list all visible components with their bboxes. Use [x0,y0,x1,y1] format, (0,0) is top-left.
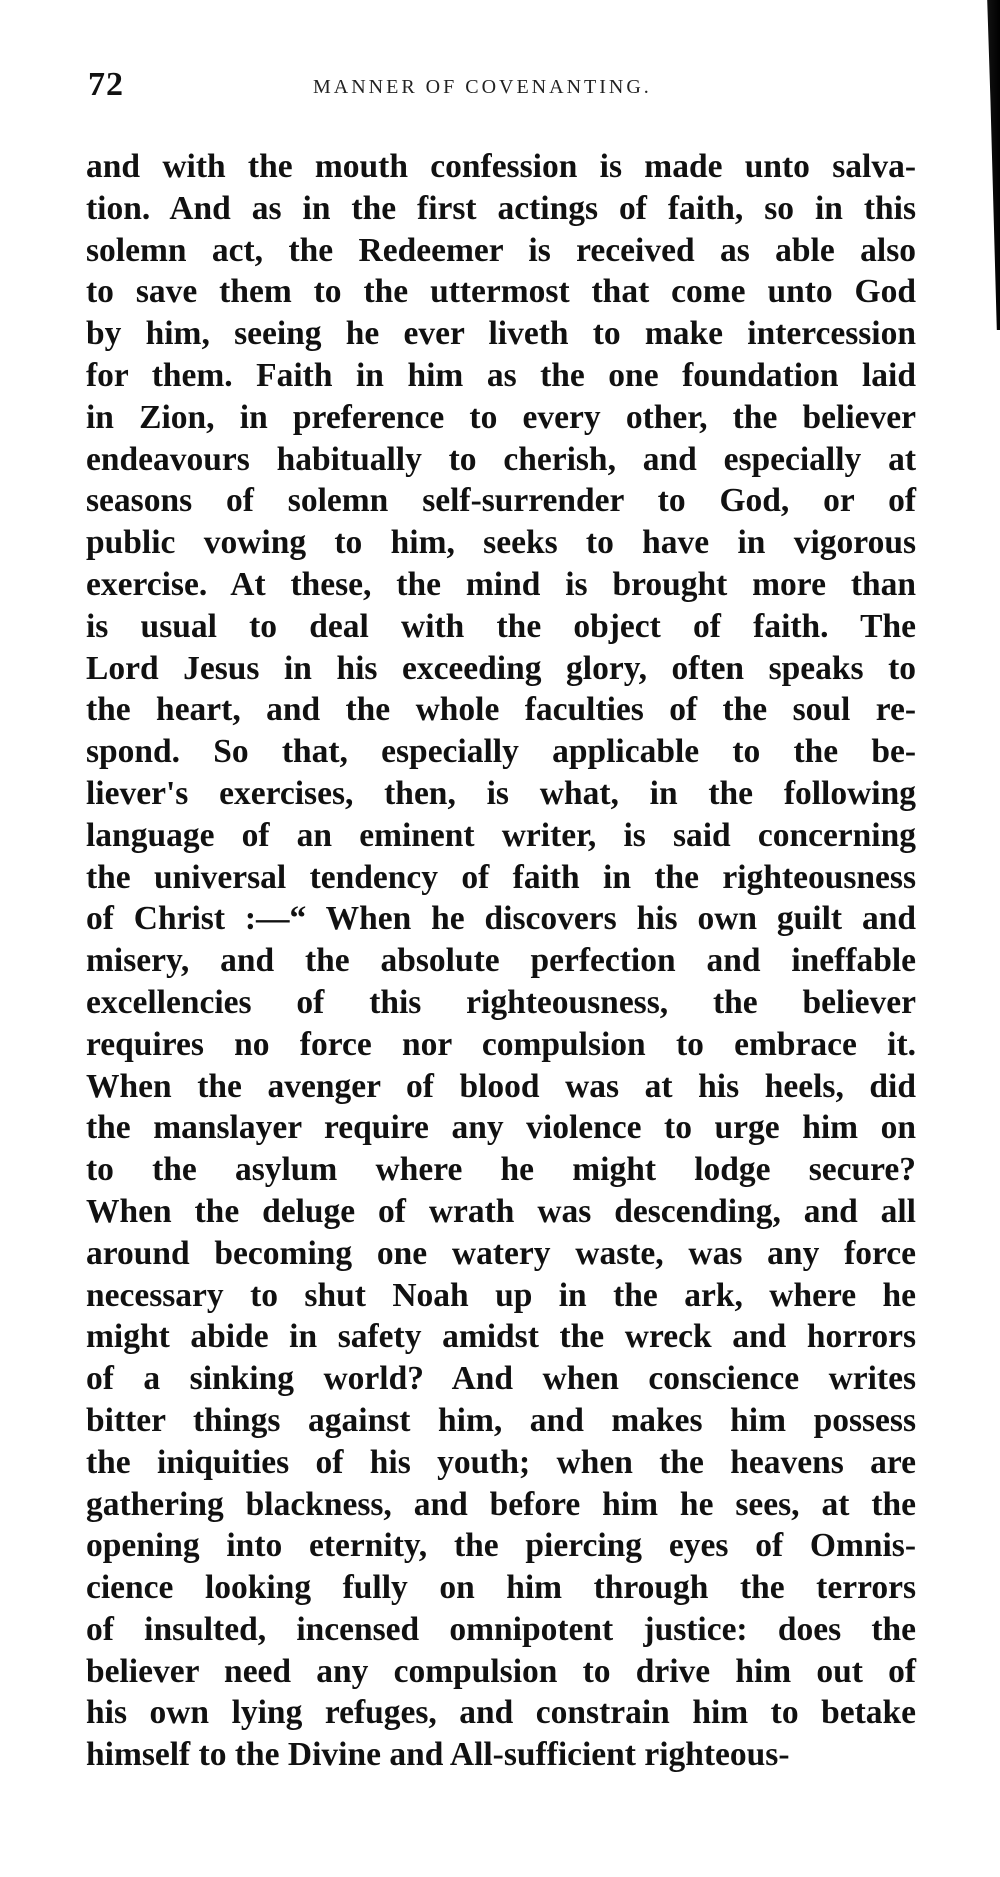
text-line: liever's exercises, then, is what, in the following [86,774,916,812]
text-line: is usual to deal with the object of faith. The [86,607,916,645]
text-line: Lord Jesus in his exceeding glory, often speaks to [86,649,916,687]
text-line: the heart, and the whole faculties of the soul re- [86,691,916,729]
text-line: When the deluge of wrath was descending, and all [86,1192,916,1230]
text-line: tion. And as in the first actings of faith, so in this [86,189,916,227]
text-line: cience looking fully on him through the terrors [86,1569,916,1607]
text-line: the universal tendency of faith in the righteousness [86,858,916,896]
text-line: to the asylum where he might lodge secure? [86,1151,916,1189]
text-line: bitter things against him, and makes him possess [86,1401,916,1439]
text-line: excellencies of this righteousness, the believer [86,983,916,1021]
text-line: seasons of solemn self-surrender to God, or of [86,482,916,520]
page-number: 72 [88,66,124,103]
page-edge-shadow [968,0,1000,330]
text-line: the iniquities of his youth; when the heavens are [86,1443,916,1481]
body-text [86,146,916,1776]
text-line: exercise. At these, the mind is brought more than [86,565,916,603]
text-line: necessary to shut Noah up in the ark, where he [86,1276,916,1314]
text-line: in Zion, in preference to every other, the believer [86,398,916,436]
text-line: might abide in safety amidst the wreck and horrors [86,1318,916,1356]
text-line: the manslayer require any violence to urge him on [86,1109,916,1147]
text-line: opening into eternity, the piercing eyes of Omnis- [86,1527,916,1565]
text-line: to save them to the uttermost that come unto God [86,273,916,311]
text-line: of a sinking world? And when conscience writes [86,1360,916,1398]
text-line: misery, and the absolute perfection and ineffable [86,942,916,980]
text-line: solemn act, the Redeemer is received as able also [86,231,916,269]
page-header [88,66,918,106]
text-line: When the avenger of blood was at his heels, did [86,1067,916,1105]
text-line: public vowing to him, seeks to have in vigorous [86,524,916,562]
text-line: for them. Faith in him as the one foundation laid [86,356,916,394]
text-line: of insulted, incensed omnipotent justice: does the [86,1610,916,1648]
text-line: around becoming one watery waste, was any force [86,1234,916,1272]
text-line: by him, seeing he ever liveth to make intercession [86,315,916,353]
text-line: his own lying refuges, and constrain him to betake [86,1694,916,1732]
text-line: endeavours habitually to cherish, and especially at [86,440,916,478]
text-line: requires no force nor compulsion to embrace it. [86,1025,916,1063]
text-line: spond. So that, especially applicable to the be- [86,733,916,771]
text-line: gathering blackness, and before him he sees, at the [86,1485,916,1523]
text-line: himself to the Divine and All-sufficient righteous- [86,1736,790,1774]
text-line: and with the mouth confession is made unto salva- [86,148,916,185]
running-head: MANNER OF COVENANTING. [313,76,652,98]
text-line: language of an eminent writer, is said concerning [86,816,916,854]
text-line: believer need any compulsion to drive him out of [86,1652,916,1690]
text-line: of Christ :—“ When he discovers his own guilt and [86,900,916,938]
